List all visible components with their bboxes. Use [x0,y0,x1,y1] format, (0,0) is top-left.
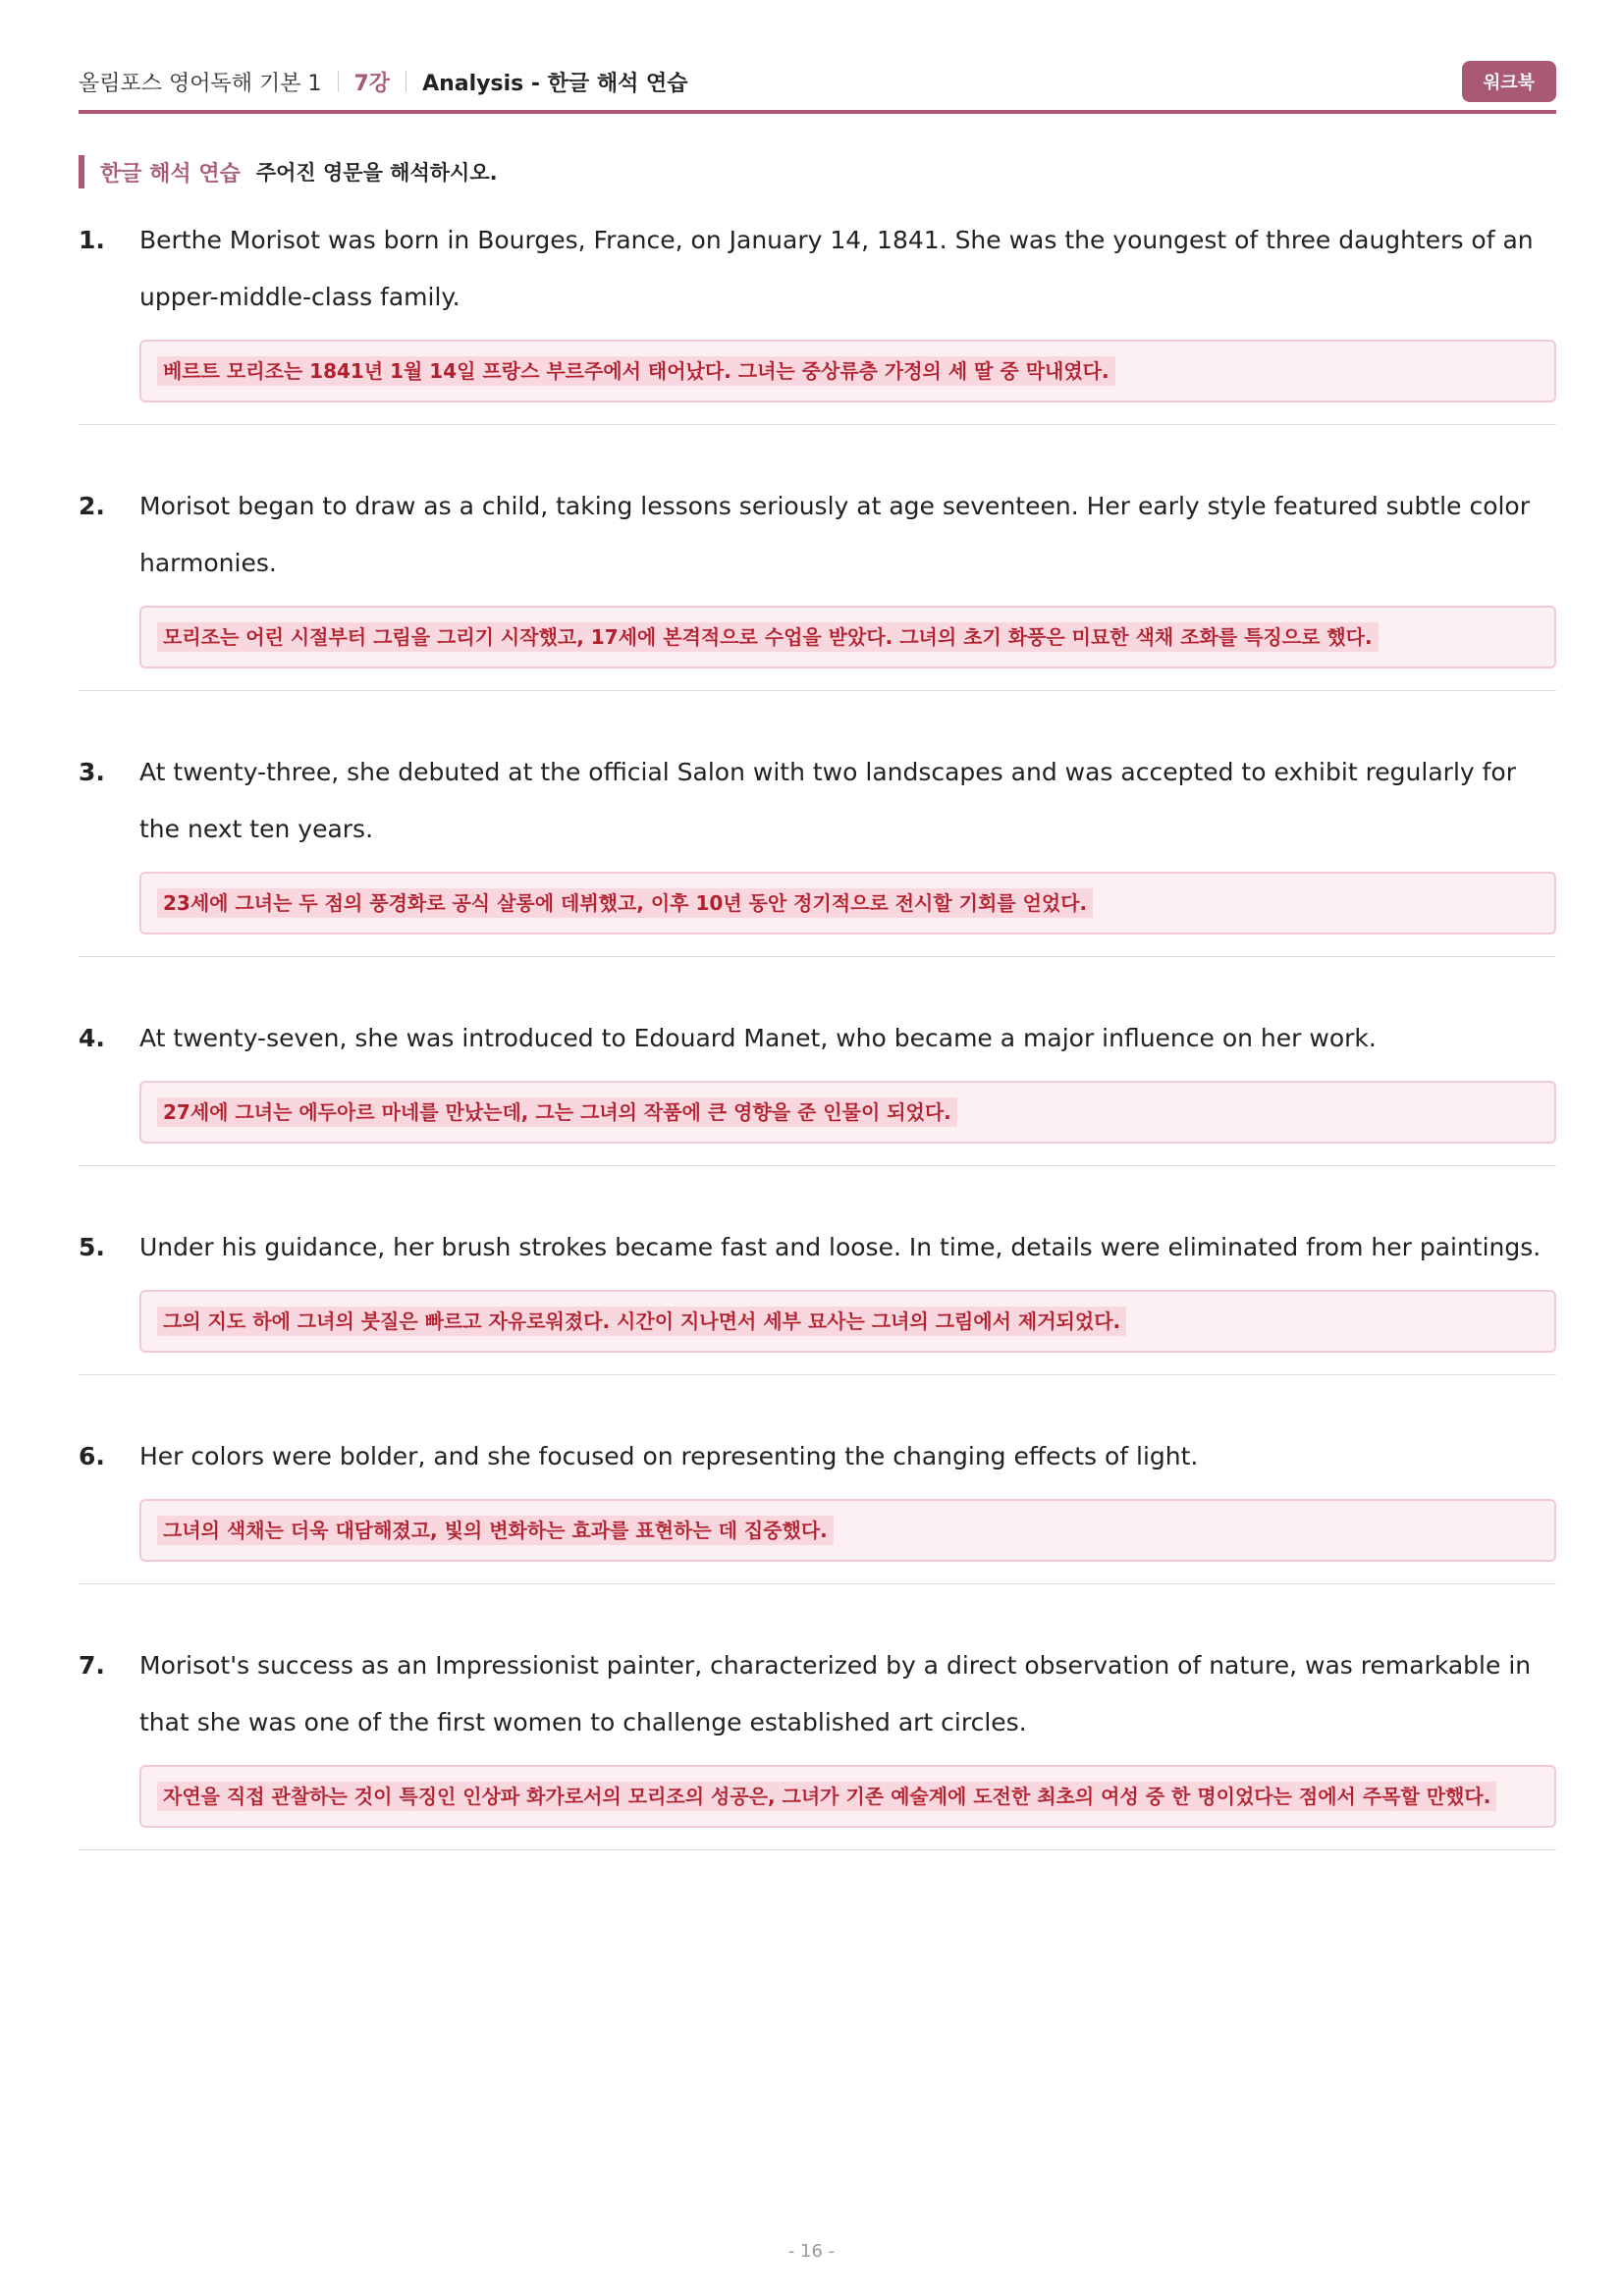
exercise-list [79,202,1556,1894]
exercise-item-7 [79,1628,1556,1850]
item-number: 3. [79,758,105,786]
translation-box [139,340,1556,402]
translation-box [139,1765,1556,1828]
english-sentence: Berthe Morisot was born in Bourges, France, on January 14, 1841. She was the youngest of three daughters of an upper-middle-class family. [139,226,1534,311]
translation-box [139,1499,1556,1562]
english-sentence: At twenty-seven, she was introduced to Edouard Manet, who became a major influence on her work. [139,1024,1377,1052]
exercise-item-6 [79,1418,1556,1584]
translation-box [139,606,1556,668]
translation-box [139,872,1556,934]
english-sentence: Under his guidance, her brush strokes became fast and loose. In time, details were eliminated from her paintings. [139,1233,1542,1261]
header-divider [338,71,339,92]
page-header [79,59,1556,114]
lesson-number: 7강 [353,71,391,96]
exercise-item-3 [79,734,1556,957]
section-instruction: 주어진 영문을 해석하시오. [255,161,498,185]
korean-translation: 27세에 그녀는 에두아르 마네를 만났는데, 그는 그녀의 작품에 큰 영향을 준 인물이 되었다. [157,1097,957,1127]
english-sentence: At twenty-three, she debuted at the official Salon with two landscapes and was accepted to exhibit regularly for the next ten years. [139,758,1517,843]
english-sentence: Morisot began to draw as a child, taking lessons seriously at age seventeen. Her early style featured subtle color harmonies. [139,492,1531,577]
exercise-item-1 [79,202,1556,425]
korean-translation: 베르트 모리조는 1841년 1월 14일 프랑스 부르주에서 태어났다. 그녀는 중상류층 가정의 세 딸 중 막내였다. [157,356,1115,386]
english-sentence: Morisot's success as an Impressionist painter, characterized by a direct observation of nature, was remarkable in that she was one of the first women to challenge established art circles. [139,1651,1532,1736]
korean-translation: 자연을 직접 관찰하는 것이 특징인 인상파 화가로서의 모리조의 성공은, 그녀가 기존 예술계에 도전한 최초의 여성 중 한 명이었다는 점에서 주목할 만했다. [157,1782,1496,1811]
korean-translation: 23세에 그녀는 두 점의 풍경화로 공식 살롱에 데뷔했고, 이후 10년 동안 정기적으로 전시할 기회를 얻었다. [157,888,1093,918]
exercise-item-4 [79,1000,1556,1166]
exercise-item-5 [79,1209,1556,1375]
item-number: 5. [79,1233,105,1261]
korean-translation: 모리조는 어린 시절부터 그림을 그리기 시작했고, 17세에 본격적으로 수업을 받았다. 그녀의 초기 화풍은 미묘한 색채 조화를 특징으로 했다. [157,622,1379,652]
english-sentence: Her colors were bolder, and she focused on representing the changing effects of light. [139,1442,1199,1470]
item-number: 7. [79,1651,105,1680]
page-number: - 16 - [787,2241,836,2262]
item-number: 4. [79,1024,105,1052]
item-number: 1. [79,226,105,254]
translation-box [139,1081,1556,1144]
item-number: 6. [79,1442,105,1470]
exercise-item-2 [79,468,1556,691]
korean-translation: 그의 지도 하에 그녀의 붓질은 빠르고 자유로워졌다. 시간이 지나면서 세부 묘사는 그녀의 그림에서 제거되었다. [157,1307,1126,1336]
section-heading [79,155,498,188]
translation-box [139,1290,1556,1353]
korean-translation: 그녀의 색채는 더욱 대담해졌고, 빛의 변화하는 효과를 표현하는 데 집중했다. [157,1516,834,1545]
item-number: 2. [79,492,105,520]
page-title: Analysis - 한글 해석 연습 [422,71,688,96]
workbook-badge: 워크북 [1462,61,1556,102]
book-title: 올림포스 영어독해 기본 1 [79,71,322,96]
section-label: 한글 해석 연습 [100,161,241,187]
